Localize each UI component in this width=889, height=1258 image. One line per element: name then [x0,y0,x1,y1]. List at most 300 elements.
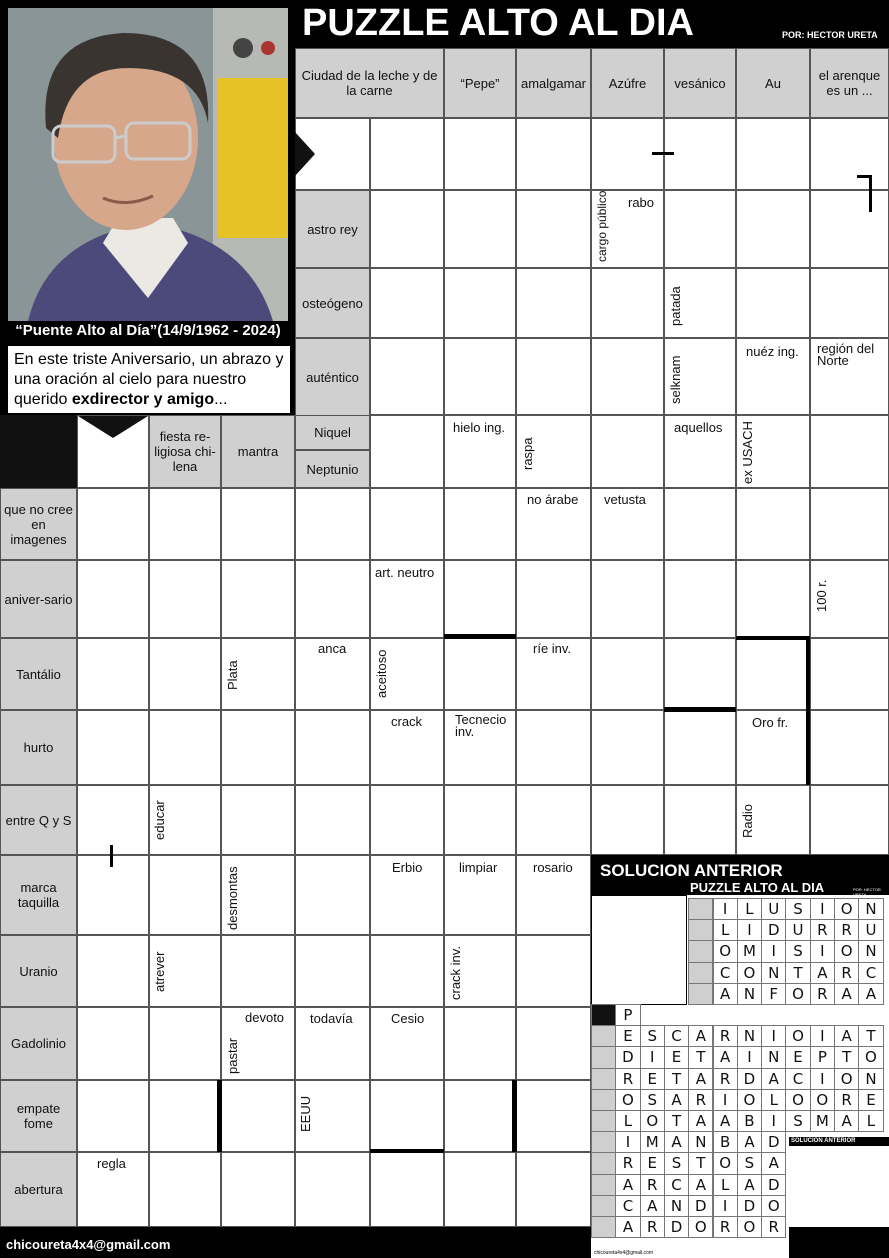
clue-aquellos: aquellos [674,420,723,435]
answer-cell[interactable] [516,785,591,855]
bar-6 [806,636,810,785]
solution-letter: O [737,1089,762,1111]
solution-letter: L [713,1174,738,1196]
solution-letter: O [810,1089,835,1111]
answer-cell[interactable] [77,855,149,935]
answer-cell[interactable] [77,785,149,855]
clue-plata: Plata [225,660,240,690]
left-clue-7: Uranio [0,935,77,1007]
answer-cell[interactable] [149,638,221,710]
footer-bar-right [789,1227,889,1258]
answer-cell[interactable] [149,710,221,785]
clue-radio: Radio [740,804,755,838]
answer-cell[interactable] [444,1007,516,1080]
answer-cell[interactable] [295,935,370,1007]
solution-letter: I [810,1025,835,1047]
answer-cell[interactable] [664,118,736,190]
top-clue-2: “Pepe” [444,48,516,118]
memorial-text-box [8,346,290,413]
clue-educar: educar [152,800,167,840]
answer-cell[interactable] [77,638,149,710]
solution-letter: I [615,1131,640,1153]
answer-cell[interactable] [664,710,736,785]
answer-cell[interactable] [370,1080,444,1152]
answer-cell[interactable] [591,638,664,710]
answer-cell[interactable] [516,338,591,415]
solution-letter: O [688,1216,713,1238]
answer-cell[interactable] [295,710,370,785]
solution-letter: D [761,919,786,941]
solution-gray-cell [688,919,713,941]
solution-letter: A [737,1131,762,1153]
answer-cell[interactable] [77,1080,149,1152]
solution-letter: T [785,962,810,984]
solution-letter: E [664,1046,689,1068]
solution-letter: C [713,962,738,984]
answer-cell[interactable] [444,560,516,638]
solution-letter: O [615,1089,640,1111]
solution-letter: A [810,962,835,984]
bar-5 [736,636,810,640]
clue-rie: ríe inv. [533,641,572,656]
answer-cell[interactable] [444,118,516,190]
solution-letter: P [615,1004,640,1026]
solution-gray-cell [591,1089,616,1111]
down-arrow-icon [78,416,148,438]
solution-letter: I [713,1089,738,1111]
solution-letter: R [713,1068,738,1090]
answer-cell[interactable] [370,1152,444,1227]
answer-cell[interactable] [444,338,516,415]
solution-letter: N [761,962,786,984]
solution-letter: O [834,940,859,962]
start-arrow-icon [295,132,315,176]
solution-letter: C [785,1068,810,1090]
footer-email: chicoureta4x4@gmail.com [6,1237,171,1252]
left-clue-8: Gadolinio [0,1007,77,1080]
solution-letter: N [858,898,883,920]
clue-usach: ex USACH [740,421,755,484]
answer-cell[interactable] [516,268,591,338]
solution-letter: A [664,1131,689,1153]
solution-letter: A [761,1068,786,1090]
solution-letter: M [810,1110,835,1132]
answer-cell[interactable] [516,1152,591,1227]
clue-eeuu: EEUU [298,1095,313,1132]
solution-letter: R [615,1152,640,1174]
answer-cell[interactable] [221,710,295,785]
solution-letter: D [737,1195,762,1217]
solution-letter: E [640,1068,665,1090]
clue-hielo: hielo ing. [453,420,506,435]
solution-letter: N [664,1195,689,1217]
answer-cell[interactable] [295,785,370,855]
answer-cell[interactable] [295,488,370,560]
solution-letter: O [858,1046,883,1068]
clue-selknam: selknam [668,355,683,404]
answer-cell[interactable] [77,1007,149,1080]
solution-letter: T [858,1025,883,1047]
solution-photo-area [591,895,687,1005]
solution-letter: L [761,1089,786,1111]
clue-neutro: art. neutro [375,565,435,580]
solution-letter: O [713,940,738,962]
bar-8 [110,845,113,867]
memorial-ellipsis: ... [214,391,228,408]
solution-letter: A [615,1216,640,1238]
solution-letter: S [785,898,810,920]
top-clue-5: vesánico [664,48,736,118]
solution-letter: I [713,898,738,920]
answer-cell[interactable] [591,785,664,855]
answer-cell[interactable] [736,118,810,190]
clue-erbio: Erbio [392,860,423,875]
solution-letter: I [640,1046,665,1068]
solution-letter: O [640,1110,665,1132]
solution-letter: N [761,1046,786,1068]
answer-cell[interactable] [149,488,221,560]
solution-letter: S [640,1089,665,1111]
solution-title: PUZZLE ALTO AL DIA [690,880,825,895]
answer-cell[interactable] [370,338,444,415]
answer-cell[interactable] [664,488,736,560]
solution-letter: I [737,1046,762,1068]
answer-cell[interactable] [591,710,664,785]
solution-letter: A [834,1110,859,1132]
solution-letter: R [810,919,835,941]
answer-cell[interactable] [591,268,664,338]
solution-gray-cell [591,1025,616,1047]
solution-letter: D [737,1068,762,1090]
solution-letter: F [761,983,786,1005]
solution-letter: N [688,1131,713,1153]
solution-letter: I [810,940,835,962]
clue-crack: crack [391,714,423,729]
answer-cell[interactable] [664,190,736,268]
answer-cell[interactable] [810,710,889,785]
solution-gray-cell [591,1110,616,1132]
left-clue-osteo: osteógeno [295,268,370,338]
solution-letter: U [858,919,883,941]
solution-letter: I [761,940,786,962]
solution-letter: R [688,1089,713,1111]
answer-cell[interactable] [444,1080,516,1152]
answer-cell[interactable] [221,1152,295,1227]
clue-devoto: devoto [245,1010,285,1025]
answer-cell[interactable] [444,488,516,560]
solution-letter: T [664,1110,689,1132]
answer-cell[interactable] [370,190,444,268]
answer-cell[interactable] [516,1007,591,1080]
solution-letter: A [761,1152,786,1174]
answer-cell[interactable] [516,560,591,638]
answer-cell[interactable] [77,560,149,638]
clue-limpiar: limpiar [459,860,498,875]
answer-cell[interactable] [810,785,889,855]
answer-cell[interactable] [295,855,370,935]
solution-email-small: chicoureta4x4@gmail.com [594,1250,653,1256]
answer-cell[interactable] [516,118,591,190]
clue-regla: regla [97,1156,126,1171]
answer-cell[interactable] [591,560,664,638]
clue-rabo: rabo [628,195,655,210]
left-clue-astro: astro rey [295,190,370,268]
solution-letter: A [688,1025,713,1047]
clue-tecnecio: Tecnecio inv. [455,712,507,739]
clue-patada: patada [668,286,683,326]
solution-gray-cell [591,1152,616,1174]
solution-letter: A [713,983,738,1005]
solution-letter: R [810,983,835,1005]
solution-letter: M [640,1131,665,1153]
solution-letter: O [834,1068,859,1090]
solution-banner: SOLUCION ANTERIOR [600,861,783,880]
left-clue-5: entre Q y S [0,785,77,855]
answer-cell[interactable] [736,268,810,338]
solution-gray-cell [591,1068,616,1090]
answer-cell[interactable] [221,1080,295,1152]
answer-cell[interactable] [664,638,736,710]
solution-letter: L [858,1110,883,1132]
answer-cell[interactable] [295,1152,370,1227]
solution-letter: A [834,983,859,1005]
answer-cell[interactable] [810,118,889,190]
solution-gray-cell [591,1174,616,1196]
solution-letter: P [810,1046,835,1068]
left-clue-9: empate fome [0,1080,77,1152]
answer-cell[interactable] [444,268,516,338]
solution-letter: T [688,1046,713,1068]
solution-letter: L [737,898,762,920]
solution-letter: D [761,1131,786,1153]
author-label: POR: HECTOR URETA [782,30,878,40]
clue-cesio: Cesio [391,1011,425,1026]
solution-gray-cell [688,983,713,1005]
answer-cell[interactable] [149,1152,221,1227]
solution-gray-cell [688,898,713,920]
solution-letter: D [664,1216,689,1238]
answer-cell[interactable] [149,1007,221,1080]
answer-cell[interactable] [664,560,736,638]
answer-cell[interactable] [810,488,889,560]
mid-clue-niquel: Niquel [295,415,370,450]
answer-cell[interactable] [664,785,736,855]
solution-letter: D [761,1174,786,1196]
solution-letter: E [640,1152,665,1174]
solution-letter: N [858,940,883,962]
solution-letter: C [664,1025,689,1047]
solution-letter: S [737,1152,762,1174]
solution-letter: R [834,962,859,984]
solution-letter: T [834,1046,859,1068]
answer-cell[interactable] [444,190,516,268]
answer-cell[interactable] [736,488,810,560]
answer-cell[interactable] [810,415,889,488]
memorial-caption: “Puente Alto al Día”(14/9/1962 - 2024) [15,322,281,339]
solution-letter: O [785,1089,810,1111]
solution-letter: B [737,1110,762,1132]
solution-letter: U [785,919,810,941]
solution-letter: R [761,1216,786,1238]
solution-letter: S [664,1152,689,1174]
solution-letter: A [858,983,883,1005]
bar-7 [664,707,736,712]
answer-cell[interactable] [516,190,591,268]
solution-letter: O [761,1195,786,1217]
answer-cell[interactable] [149,560,221,638]
solution-letter: C [664,1174,689,1196]
answer-cell[interactable] [370,268,444,338]
clue-crackinv: crack inv. [448,946,463,1000]
solution-letter: O [713,1152,738,1174]
top-clue-6: Au [736,48,810,118]
clue-nuez: nuéz ing. [746,344,799,359]
answer-cell[interactable] [77,935,149,1007]
solution-gray-cell [591,1195,616,1217]
solution-letter: D [615,1046,640,1068]
answer-cell[interactable] [221,488,295,560]
solution-letter: A [664,1089,689,1111]
solution-label2: SOLUCION ANTERIOR [791,1138,856,1144]
clue-pastar: pastar [225,1037,240,1074]
solution-letter: I [761,1110,786,1132]
black-corner [0,415,77,488]
bar-4 [444,634,516,639]
answer-cell[interactable] [221,560,295,638]
solution-letter: T [688,1152,713,1174]
answer-cell[interactable] [444,638,516,710]
solution-gray-cell [688,962,713,984]
solution-letter: R [713,1216,738,1238]
memorial-text: En este triste Aniversario, un abrazo y una oración al cielo para nuestro querido [14,351,284,408]
answer-cell[interactable] [295,560,370,638]
solution-letter: S [785,1110,810,1132]
solution-gray-cell [591,1216,616,1238]
solution-letter: L [713,919,738,941]
answer-cell[interactable] [736,560,810,638]
solution-letter: A [834,1025,859,1047]
answer-cell[interactable] [736,190,810,268]
answer-cell[interactable] [77,710,149,785]
clue-desmontas: desmontas [225,866,240,930]
solution-letter: N [737,1025,762,1047]
left-clue-4: hurto [0,710,77,785]
solution-gray-cell [591,1046,616,1068]
solution-letter: E [615,1025,640,1047]
solution-letter: R [640,1174,665,1196]
clue-noarabe: no árabe [527,492,579,507]
solution-letter: N [737,983,762,1005]
answer-cell[interactable] [810,268,889,338]
clue-cien: 100 r. [814,579,829,612]
bar-3 [869,175,872,212]
solution-gray-cell [688,940,713,962]
left-clue-2: aniver-sario [0,560,77,638]
clue-atrever: atrever [152,951,167,992]
left-clue-autentico: auténtico [295,338,370,416]
left-clue-1: que no cree en imagenes [0,488,77,560]
left-clue-6: marca taquilla [0,855,77,935]
answer-cell[interactable] [591,415,664,488]
solution-letter: B [713,1131,738,1153]
solution-letter: A [688,1174,713,1196]
solution-letter: O [737,962,762,984]
answer-cell[interactable] [370,415,444,488]
solution-letter: I [713,1195,738,1217]
answer-cell[interactable] [149,1080,221,1152]
top-clue-4: Azúfre [591,48,664,118]
clue-todavia: todavía [310,1011,353,1026]
bar-1 [652,152,674,155]
solution-letter: A [615,1174,640,1196]
solution-letter: M [737,940,762,962]
solution-letter: E [858,1089,883,1111]
answer-cell[interactable] [444,785,516,855]
answer-cell[interactable] [370,488,444,560]
answer-cell[interactable] [516,1080,591,1152]
solution-letter: A [713,1046,738,1068]
answer-cell[interactable] [221,785,295,855]
solution-letter: A [737,1174,762,1196]
solution-letter: S [785,940,810,962]
portrait-photo [8,8,288,321]
answer-cell[interactable] [77,488,149,560]
solution-letter: A [640,1195,665,1217]
solution-letter: C [615,1195,640,1217]
top-clue-3: amalgamar [516,48,591,118]
solution-letter: S [640,1025,665,1047]
solution-letter: R [834,919,859,941]
answer-cell[interactable] [370,785,444,855]
bar-9 [217,1080,222,1152]
clue-aceitoso: aceitoso [374,649,389,698]
clue-vetusta: vetusta [604,492,646,507]
answer-cell[interactable] [370,118,444,190]
answer-cell[interactable] [810,190,889,268]
solution-letter: D [688,1195,713,1217]
answer-cell[interactable] [591,338,664,415]
clue-orofr: Oro fr. [752,715,789,730]
solution-letter: L [615,1110,640,1132]
answer-cell[interactable] [516,935,591,1007]
answer-cell[interactable] [149,855,221,935]
mid-clue-neptunio: Neptunio [295,450,370,488]
solution-letter: N [858,1068,883,1090]
clue-rosario: rosario [533,860,573,875]
solution-letter: T [664,1068,689,1090]
answer-cell[interactable] [810,638,889,710]
answer-cell[interactable] [444,1152,516,1227]
solution-letter: I [810,1068,835,1090]
answer-cell[interactable] [516,710,591,785]
answer-cell[interactable] [221,935,295,1007]
clue-region: región del Norte [817,341,875,368]
answer-cell[interactable] [370,935,444,1007]
bar-10 [512,1080,517,1152]
solution-letter: R [713,1025,738,1047]
top-clue-1: Ciudad de la leche y de la carne [295,48,444,118]
solution-gray-cell [591,1131,616,1153]
solution-letter: R [640,1216,665,1238]
clue-anca: anca [318,641,347,656]
solution-letter: I [810,898,835,920]
answer-cell[interactable] [736,638,810,710]
mid-clue-fiesta: fiesta re-ligiosa chi-lena [149,415,221,488]
solution-black-cell [591,1004,616,1026]
puzzle-title: PUZZLE ALTO AL DIA [302,2,694,44]
solution-letter: O [834,898,859,920]
solution-author: POR: HECTOR URETA [853,887,881,897]
